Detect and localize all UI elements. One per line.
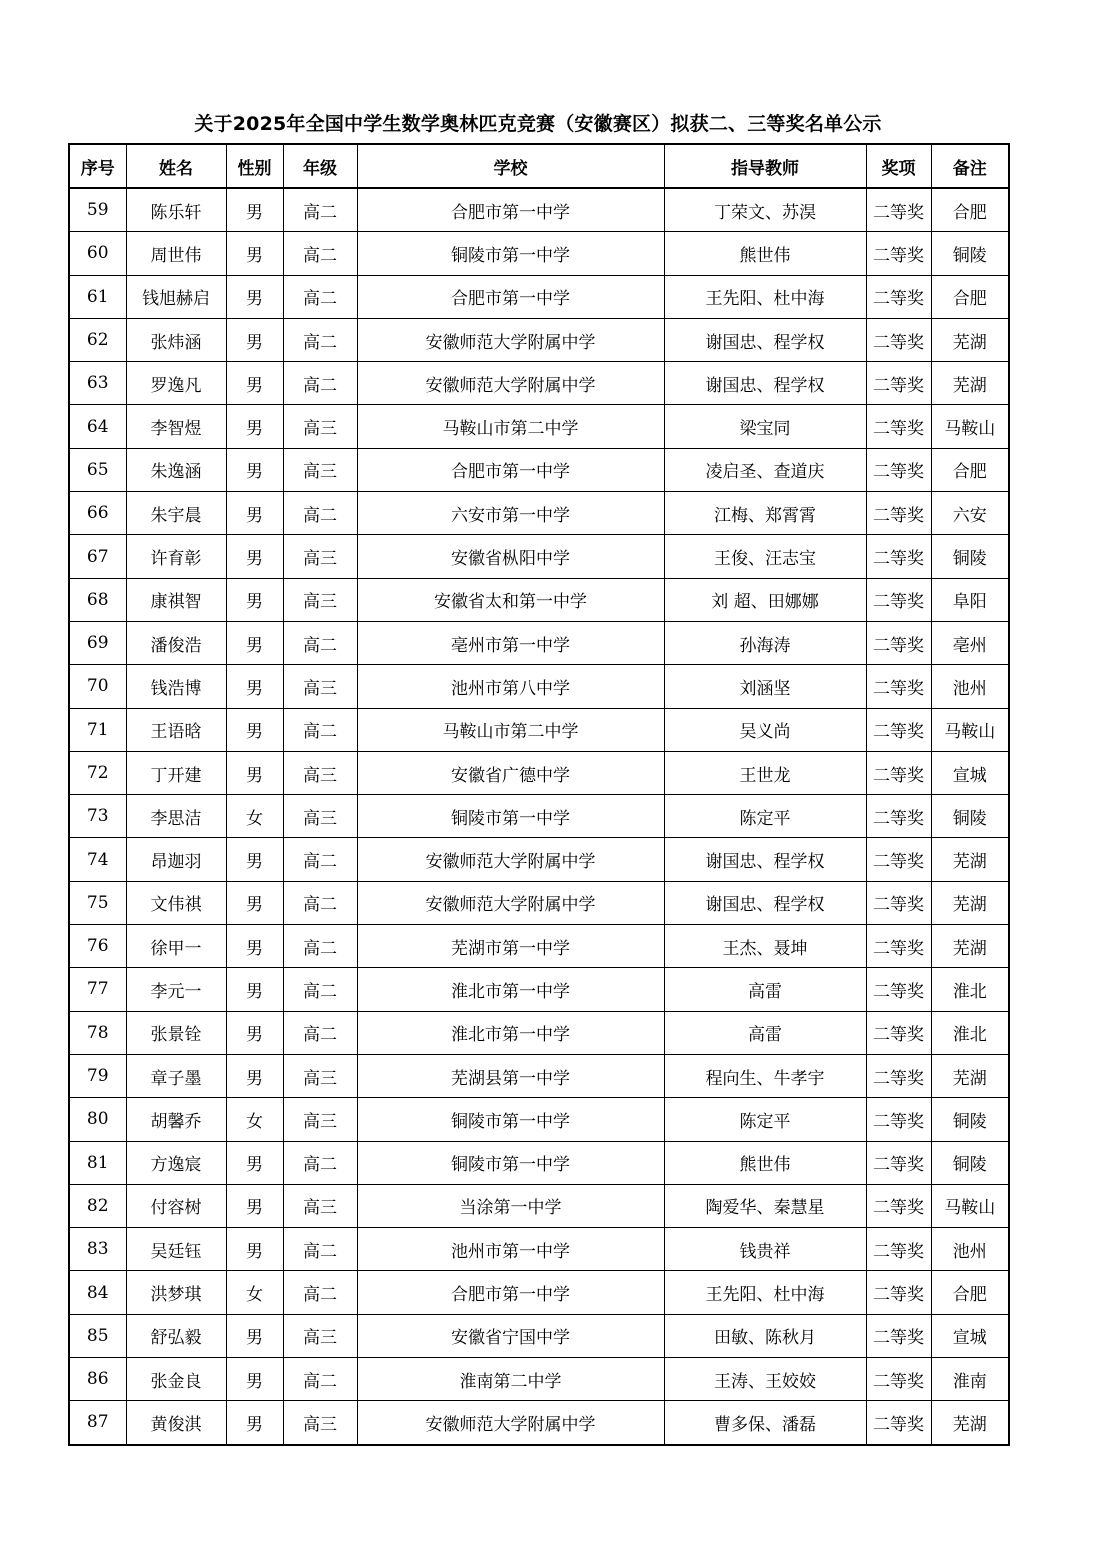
header-cell-grade: 年级 — [283, 144, 357, 188]
cell-award: 二等奖 — [866, 448, 931, 491]
cell-award: 二等奖 — [866, 1358, 931, 1401]
cell-grade: 高二 — [283, 492, 357, 535]
cell-remark: 马鞍山 — [931, 405, 1009, 448]
table-header — [69, 144, 1009, 188]
cell-school: 安徽师范大学附属中学 — [357, 318, 664, 361]
cell-teacher: 熊世伟 — [664, 232, 866, 275]
cell-grade: 高三 — [283, 1401, 357, 1445]
header-cell-name: 姓名 — [126, 144, 226, 188]
cell-index: 81 — [69, 1141, 126, 1184]
cell-grade: 高三 — [283, 448, 357, 491]
cell-gender: 女 — [226, 795, 283, 838]
table-row — [69, 795, 1009, 838]
cell-gender: 男 — [226, 1054, 283, 1097]
header-row — [69, 144, 1009, 188]
cell-index: 84 — [69, 1271, 126, 1314]
cell-remark: 铜陵 — [931, 795, 1009, 838]
cell-name: 吴廷钰 — [126, 1228, 226, 1271]
cell-remark: 阜阳 — [931, 578, 1009, 621]
cell-remark: 淮北 — [931, 1011, 1009, 1054]
cell-grade: 高二 — [283, 838, 357, 881]
cell-remark: 芜湖 — [931, 318, 1009, 361]
cell-remark: 芜湖 — [931, 838, 1009, 881]
cell-teacher: 江梅、郑霄霄 — [664, 492, 866, 535]
cell-teacher: 程向生、牛孝宇 — [664, 1054, 866, 1097]
cell-grade: 高二 — [283, 968, 357, 1011]
cell-school: 淮北市第一中学 — [357, 968, 664, 1011]
cell-name: 文伟祺 — [126, 881, 226, 924]
table-row — [69, 535, 1009, 578]
cell-index: 78 — [69, 1011, 126, 1054]
cell-remark: 淮北 — [931, 968, 1009, 1011]
cell-school: 合肥市第一中学 — [357, 448, 664, 491]
cell-gender: 男 — [226, 881, 283, 924]
cell-name: 康祺智 — [126, 578, 226, 621]
cell-teacher: 王先阳、杜中海 — [664, 1271, 866, 1314]
cell-remark: 铜陵 — [931, 535, 1009, 578]
cell-name: 胡馨乔 — [126, 1098, 226, 1141]
cell-teacher: 田敏、陈秋月 — [664, 1314, 866, 1357]
cell-teacher: 刘涵坚 — [664, 665, 866, 708]
award-table — [68, 143, 1010, 1446]
cell-gender: 男 — [226, 1358, 283, 1401]
cell-award: 二等奖 — [866, 1271, 931, 1314]
cell-name: 张金良 — [126, 1358, 226, 1401]
cell-teacher: 王涛、王姣姣 — [664, 1358, 866, 1401]
table-row — [69, 578, 1009, 621]
cell-grade: 高二 — [283, 188, 357, 232]
cell-remark: 合肥 — [931, 275, 1009, 318]
cell-name: 徐甲一 — [126, 925, 226, 968]
cell-remark: 马鞍山 — [931, 708, 1009, 751]
cell-school: 当涂第一中学 — [357, 1184, 664, 1227]
cell-index: 72 — [69, 751, 126, 794]
table-row — [69, 708, 1009, 751]
cell-remark: 芜湖 — [931, 1401, 1009, 1445]
cell-gender: 男 — [226, 1401, 283, 1445]
cell-award: 二等奖 — [866, 968, 931, 1011]
cell-name: 陈乐轩 — [126, 188, 226, 232]
table-row — [69, 448, 1009, 491]
table-row — [69, 751, 1009, 794]
cell-index: 73 — [69, 795, 126, 838]
cell-index: 68 — [69, 578, 126, 621]
cell-remark: 宣城 — [931, 1314, 1009, 1357]
cell-name: 黄俊淇 — [126, 1401, 226, 1445]
table-row — [69, 665, 1009, 708]
cell-school: 马鞍山市第二中学 — [357, 708, 664, 751]
table-row — [69, 362, 1009, 405]
cell-index: 69 — [69, 621, 126, 664]
cell-award: 二等奖 — [866, 1141, 931, 1184]
cell-grade: 高二 — [283, 1271, 357, 1314]
cell-school: 安徽省宁国中学 — [357, 1314, 664, 1357]
cell-grade: 高二 — [283, 362, 357, 405]
cell-remark: 合肥 — [931, 448, 1009, 491]
cell-gender: 男 — [226, 492, 283, 535]
cell-remark: 亳州 — [931, 621, 1009, 664]
table-body — [69, 188, 1009, 1445]
cell-teacher: 孙海涛 — [664, 621, 866, 664]
cell-school: 淮北市第一中学 — [357, 1011, 664, 1054]
cell-gender: 男 — [226, 578, 283, 621]
cell-teacher: 谢国忠、程学权 — [664, 318, 866, 361]
cell-index: 79 — [69, 1054, 126, 1097]
cell-gender: 男 — [226, 318, 283, 361]
cell-gender: 男 — [226, 621, 283, 664]
cell-school: 安徽师范大学附属中学 — [357, 838, 664, 881]
cell-teacher: 谢国忠、程学权 — [664, 881, 866, 924]
table-row — [69, 1098, 1009, 1141]
cell-award: 二等奖 — [866, 1011, 931, 1054]
cell-teacher: 钱贵祥 — [664, 1228, 866, 1271]
cell-index: 63 — [69, 362, 126, 405]
cell-award: 二等奖 — [866, 665, 931, 708]
cell-award: 二等奖 — [866, 1228, 931, 1271]
cell-remark: 芜湖 — [931, 881, 1009, 924]
cell-school: 淮南第二中学 — [357, 1358, 664, 1401]
cell-grade: 高三 — [283, 665, 357, 708]
cell-grade: 高二 — [283, 1011, 357, 1054]
cell-grade: 高三 — [283, 1054, 357, 1097]
cell-name: 罗逸凡 — [126, 362, 226, 405]
cell-index: 77 — [69, 968, 126, 1011]
header-cell-school: 学校 — [357, 144, 664, 188]
cell-name: 章子墨 — [126, 1054, 226, 1097]
cell-teacher: 刘 超、田娜娜 — [664, 578, 866, 621]
cell-name: 许育彰 — [126, 535, 226, 578]
table-row — [69, 1358, 1009, 1401]
cell-teacher: 陈定平 — [664, 795, 866, 838]
cell-school: 安徽省太和第一中学 — [357, 578, 664, 621]
cell-teacher: 谢国忠、程学权 — [664, 362, 866, 405]
cell-gender: 男 — [226, 708, 283, 751]
table-row — [69, 405, 1009, 448]
cell-award: 二等奖 — [866, 1054, 931, 1097]
cell-remark: 铜陵 — [931, 1098, 1009, 1141]
cell-grade: 高二 — [283, 232, 357, 275]
table-row — [69, 968, 1009, 1011]
cell-teacher: 高雷 — [664, 1011, 866, 1054]
cell-school: 芜湖县第一中学 — [357, 1054, 664, 1097]
cell-award: 二等奖 — [866, 708, 931, 751]
cell-remark: 合肥 — [931, 1271, 1009, 1314]
cell-award: 二等奖 — [866, 188, 931, 232]
table-row — [69, 1271, 1009, 1314]
cell-school: 芜湖市第一中学 — [357, 925, 664, 968]
cell-remark: 池州 — [931, 665, 1009, 708]
table-row — [69, 1314, 1009, 1357]
header-cell-gender: 性别 — [226, 144, 283, 188]
cell-index: 67 — [69, 535, 126, 578]
table-row — [69, 232, 1009, 275]
cell-award: 二等奖 — [866, 751, 931, 794]
cell-gender: 男 — [226, 275, 283, 318]
cell-grade: 高二 — [283, 925, 357, 968]
cell-school: 铜陵市第一中学 — [357, 1141, 664, 1184]
cell-school: 池州市第一中学 — [357, 1228, 664, 1271]
cell-gender: 女 — [226, 1098, 283, 1141]
cell-gender: 女 — [226, 1271, 283, 1314]
cell-school: 安徽省枞阳中学 — [357, 535, 664, 578]
cell-name: 丁开建 — [126, 751, 226, 794]
cell-teacher: 熊世伟 — [664, 1141, 866, 1184]
cell-gender: 男 — [226, 448, 283, 491]
cell-school: 铜陵市第一中学 — [357, 1098, 664, 1141]
cell-teacher: 陶爱华、秦慧星 — [664, 1184, 866, 1227]
header-cell-remark: 备注 — [931, 144, 1009, 188]
cell-remark: 马鞍山 — [931, 1184, 1009, 1227]
cell-grade: 高二 — [283, 1141, 357, 1184]
header-cell-award: 奖项 — [866, 144, 931, 188]
cell-index: 64 — [69, 405, 126, 448]
cell-teacher: 王先阳、杜中海 — [664, 275, 866, 318]
cell-name: 李思洁 — [126, 795, 226, 838]
cell-grade: 高三 — [283, 535, 357, 578]
cell-school: 六安市第一中学 — [357, 492, 664, 535]
cell-award: 二等奖 — [866, 1098, 931, 1141]
table-row — [69, 1141, 1009, 1184]
table-row — [69, 1184, 1009, 1227]
cell-grade: 高三 — [283, 405, 357, 448]
cell-remark: 铜陵 — [931, 1141, 1009, 1184]
cell-remark: 池州 — [931, 1228, 1009, 1271]
cell-gender: 男 — [226, 665, 283, 708]
cell-teacher: 陈定平 — [664, 1098, 866, 1141]
cell-remark: 芜湖 — [931, 925, 1009, 968]
cell-remark: 芜湖 — [931, 362, 1009, 405]
cell-name: 舒弘毅 — [126, 1314, 226, 1357]
cell-remark: 合肥 — [931, 188, 1009, 232]
cell-name: 钱旭赫启 — [126, 275, 226, 318]
cell-index: 71 — [69, 708, 126, 751]
cell-grade: 高三 — [283, 1098, 357, 1141]
cell-teacher: 梁宝同 — [664, 405, 866, 448]
table-row — [69, 275, 1009, 318]
cell-school: 马鞍山市第二中学 — [357, 405, 664, 448]
cell-name: 朱宇晨 — [126, 492, 226, 535]
cell-remark: 六安 — [931, 492, 1009, 535]
cell-school: 安徽师范大学附属中学 — [357, 1401, 664, 1445]
cell-school: 安徽师范大学附属中学 — [357, 881, 664, 924]
table-row — [69, 881, 1009, 924]
cell-award: 二等奖 — [866, 535, 931, 578]
cell-gender: 男 — [226, 1011, 283, 1054]
cell-index: 80 — [69, 1098, 126, 1141]
cell-name: 张景铨 — [126, 1011, 226, 1054]
table-row — [69, 925, 1009, 968]
cell-award: 二等奖 — [866, 318, 931, 361]
cell-gender: 男 — [226, 838, 283, 881]
cell-index: 59 — [69, 188, 126, 232]
cell-grade: 高三 — [283, 578, 357, 621]
header-cell-teacher: 指导教师 — [664, 144, 866, 188]
cell-award: 二等奖 — [866, 405, 931, 448]
cell-name: 付容树 — [126, 1184, 226, 1227]
table-row — [69, 1401, 1009, 1445]
cell-teacher: 王世龙 — [664, 751, 866, 794]
cell-grade: 高三 — [283, 795, 357, 838]
cell-teacher: 丁荣文、苏淏 — [664, 188, 866, 232]
cell-school: 池州市第八中学 — [357, 665, 664, 708]
cell-index: 62 — [69, 318, 126, 361]
cell-award: 二等奖 — [866, 362, 931, 405]
cell-name: 朱逸涵 — [126, 448, 226, 491]
cell-index: 75 — [69, 881, 126, 924]
cell-award: 二等奖 — [866, 925, 931, 968]
cell-name: 李智煜 — [126, 405, 226, 448]
cell-index: 60 — [69, 232, 126, 275]
cell-grade: 高三 — [283, 1314, 357, 1357]
cell-index: 66 — [69, 492, 126, 535]
cell-gender: 男 — [226, 362, 283, 405]
cell-school: 铜陵市第一中学 — [357, 232, 664, 275]
cell-teacher: 王杰、聂坤 — [664, 925, 866, 968]
cell-index: 82 — [69, 1184, 126, 1227]
cell-school: 合肥市第一中学 — [357, 275, 664, 318]
document-title: 关于2025年全国中学生数学奥林匹克竞赛（安徽赛区）拟获二、三等奖名单公示 — [194, 113, 882, 135]
cell-name: 昂迦羽 — [126, 838, 226, 881]
cell-name: 洪梦琪 — [126, 1271, 226, 1314]
cell-index: 86 — [69, 1358, 126, 1401]
cell-award: 二等奖 — [866, 1401, 931, 1445]
cell-school: 合肥市第一中学 — [357, 1271, 664, 1314]
cell-grade: 高三 — [283, 1184, 357, 1227]
cell-name: 方逸宸 — [126, 1141, 226, 1184]
table-row — [69, 1054, 1009, 1097]
cell-gender: 男 — [226, 1184, 283, 1227]
cell-index: 74 — [69, 838, 126, 881]
cell-gender: 男 — [226, 232, 283, 275]
cell-award: 二等奖 — [866, 1314, 931, 1357]
table-row — [69, 188, 1009, 232]
cell-award: 二等奖 — [866, 232, 931, 275]
cell-gender: 男 — [226, 188, 283, 232]
cell-teacher: 谢国忠、程学权 — [664, 838, 866, 881]
cell-teacher: 高雷 — [664, 968, 866, 1011]
cell-name: 李元一 — [126, 968, 226, 1011]
table-row — [69, 621, 1009, 664]
cell-remark: 宣城 — [931, 751, 1009, 794]
cell-grade: 高二 — [283, 275, 357, 318]
cell-grade: 高二 — [283, 708, 357, 751]
cell-gender: 男 — [226, 968, 283, 1011]
cell-teacher: 曹多保、潘磊 — [664, 1401, 866, 1445]
cell-school: 亳州市第一中学 — [357, 621, 664, 664]
cell-name: 潘俊浩 — [126, 621, 226, 664]
cell-gender: 男 — [226, 1314, 283, 1357]
cell-index: 61 — [69, 275, 126, 318]
cell-grade: 高二 — [283, 621, 357, 664]
cell-school: 铜陵市第一中学 — [357, 795, 664, 838]
cell-teacher: 凌启圣、查道庆 — [664, 448, 866, 491]
cell-remark: 芜湖 — [931, 1054, 1009, 1097]
cell-award: 二等奖 — [866, 492, 931, 535]
header-cell-index: 序号 — [69, 144, 126, 188]
cell-grade: 高三 — [283, 751, 357, 794]
cell-award: 二等奖 — [866, 838, 931, 881]
cell-award: 二等奖 — [866, 275, 931, 318]
cell-index: 70 — [69, 665, 126, 708]
table-row — [69, 1011, 1009, 1054]
table-row — [69, 492, 1009, 535]
cell-award: 二等奖 — [866, 621, 931, 664]
cell-index: 87 — [69, 1401, 126, 1445]
cell-name: 张炜涵 — [126, 318, 226, 361]
cell-gender: 男 — [226, 535, 283, 578]
cell-name: 钱浩博 — [126, 665, 226, 708]
cell-grade: 高二 — [283, 1358, 357, 1401]
cell-remark: 淮南 — [931, 1358, 1009, 1401]
cell-remark: 铜陵 — [931, 232, 1009, 275]
cell-gender: 男 — [226, 405, 283, 448]
cell-gender: 男 — [226, 1141, 283, 1184]
cell-grade: 高二 — [283, 1228, 357, 1271]
cell-index: 85 — [69, 1314, 126, 1357]
cell-grade: 高二 — [283, 881, 357, 924]
table-row — [69, 838, 1009, 881]
cell-award: 二等奖 — [866, 1184, 931, 1227]
cell-gender: 男 — [226, 1228, 283, 1271]
cell-name: 周世伟 — [126, 232, 226, 275]
cell-gender: 男 — [226, 751, 283, 794]
table-row — [69, 1228, 1009, 1271]
cell-school: 合肥市第一中学 — [357, 188, 664, 232]
cell-school: 安徽师范大学附属中学 — [357, 362, 664, 405]
cell-index: 65 — [69, 448, 126, 491]
cell-index: 83 — [69, 1228, 126, 1271]
table-row — [69, 318, 1009, 361]
cell-gender: 男 — [226, 925, 283, 968]
cell-teacher: 吴义尚 — [664, 708, 866, 751]
cell-index: 76 — [69, 925, 126, 968]
cell-name: 王语晗 — [126, 708, 226, 751]
cell-award: 二等奖 — [866, 795, 931, 838]
cell-award: 二等奖 — [866, 578, 931, 621]
cell-school: 安徽省广德中学 — [357, 751, 664, 794]
cell-teacher: 王俊、汪志宝 — [664, 535, 866, 578]
cell-award: 二等奖 — [866, 881, 931, 924]
cell-grade: 高二 — [283, 318, 357, 361]
